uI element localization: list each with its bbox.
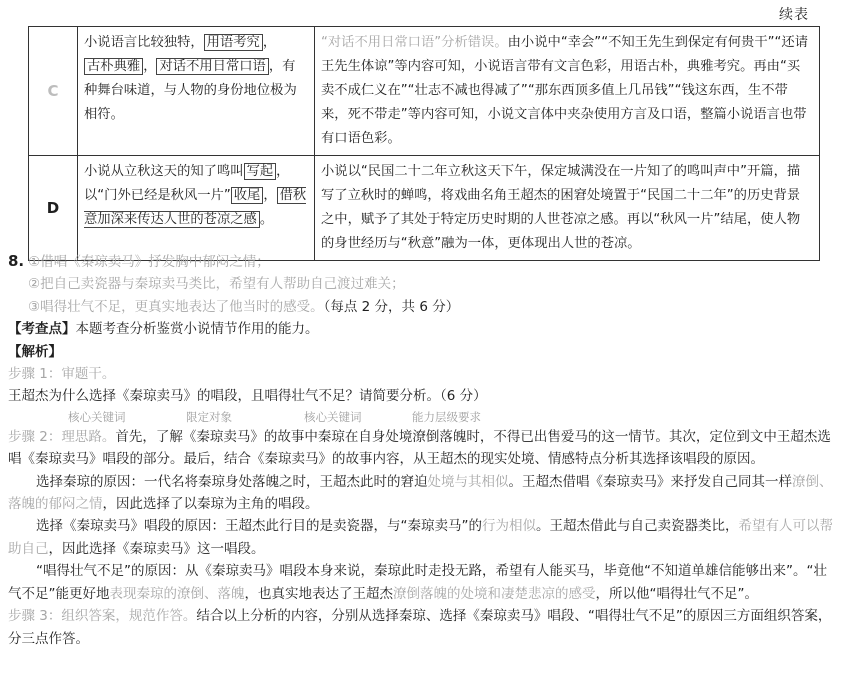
boxed-keyword: 借秋意加深来传达人世的苍凉之感 bbox=[84, 188, 307, 227]
exam-point-label: 【考查点】 bbox=[8, 321, 76, 338]
highlight-text: 希望有人可以帮助自己 bbox=[8, 518, 833, 557]
highlight-text: 潦倒落魄的处境和凄楚悲凉的感受 bbox=[393, 585, 596, 602]
keyword-annotation: 限定对象 bbox=[186, 409, 232, 424]
statement-text: 。 bbox=[259, 212, 274, 227]
option-statement bbox=[78, 27, 315, 156]
step-1-label: 步骤 1：审题干。 bbox=[8, 366, 116, 383]
keyword-annotations bbox=[8, 408, 838, 426]
boxed-keyword: 古朴典雅 bbox=[84, 58, 143, 75]
score-note: （每点 2 分，共 6 分） bbox=[323, 298, 460, 315]
reason-2 bbox=[8, 515, 838, 560]
table-row-d bbox=[29, 156, 820, 261]
reason-1 bbox=[8, 471, 838, 516]
question-stem: 王超杰为什么选择《秦琼卖马》的唱段，且唱得壮气不足？请简要分析。（6 分） bbox=[8, 388, 487, 405]
answer-point-2: ②把自己卖瓷器与秦琼卖马类比，希望有人帮助自己渡过难关； bbox=[28, 276, 405, 293]
answer-point-1: ①借唱《秦琼卖马》抒发胸中郁闷之情； bbox=[28, 254, 270, 270]
paragraph-text: 。王超杰借此与自己卖瓷器类比， bbox=[536, 518, 739, 535]
option-statement bbox=[78, 156, 315, 261]
statement-text: ， bbox=[262, 35, 277, 50]
boxed-keyword: 用语考究 bbox=[204, 34, 263, 51]
statement-text: ，以“门外已经是秋风一片” bbox=[84, 164, 290, 203]
step-3-text: 结合以上分析的内容，分别从选择秦琼、选择《秦琼卖马》唱段、“唱得壮气不足”的原因三方面组织答案，分三点作答。 bbox=[8, 608, 832, 647]
keyword-annotation: 核心关键词 bbox=[68, 409, 126, 424]
highlight-text: 潦倒、落魄的郁闷之情 bbox=[8, 473, 833, 513]
paragraph-text: 选择秦琼的原因：一代名将秦琼身处落魄之时，王超杰此时的窘迫 bbox=[36, 473, 428, 490]
option-explanation: 小说以“民国二十二年立秋这天下午，保定城满没在一片知了的鸣叫声中”开篇，描写了立秋时的蝉鸣，将戏曲名角王超杰的困窘处境置于“民国二十二年”的历史背景之中，赋予了其处于特定历史时期的人世苍凉之感。再以“秋风一片”结尾，使人物的身世经历与“秋意”融为一体，更体现出人世的苍凉。 bbox=[315, 156, 820, 261]
boxed-keyword: 对话不用日常口语 bbox=[156, 58, 268, 75]
paragraph-text: ，因此选择了以秦琼为主角的唱段。 bbox=[102, 496, 319, 513]
keyword-annotation: 能力层级要求 bbox=[412, 409, 481, 424]
error-note: “对话不用日常口语”分析错误。 bbox=[321, 35, 508, 50]
question-number: 8. bbox=[8, 252, 25, 270]
statement-text: ， bbox=[143, 59, 157, 74]
highlight-text: 处境与其相似 bbox=[427, 473, 509, 490]
option-table bbox=[28, 26, 820, 261]
step-2-label: 步骤 2：理思路。 bbox=[8, 428, 116, 445]
paragraph-text: ，也真实地表达了王超杰 bbox=[244, 585, 393, 602]
paragraph-text: ，因此选择《秦琼卖马》这一唱段。 bbox=[48, 540, 265, 557]
statement-text: ， bbox=[263, 188, 277, 203]
question-8-answer bbox=[8, 250, 838, 650]
statement-text: ，有种舞台味道，与人物的身份地位极为相符。 bbox=[84, 59, 297, 122]
step-2-text: 首先，了解《秦琼卖马》的故事中秦琼在自身处境潦倒落魄时，不得已出售爱马的这一情节。其次，定位到文中王超杰选唱《秦琼卖马》唱段的部分。最后，结合《秦琼卖马》的故事内容，从王超杰的现实处境、情感特点分析其选择该唱段的原因。 bbox=[8, 428, 831, 468]
option-explanation bbox=[315, 27, 820, 156]
table-row-c bbox=[29, 27, 820, 156]
reason-3 bbox=[8, 560, 838, 605]
paragraph-text: 。王超杰借唱《秦琼卖马》来抒发自己同其一样 bbox=[508, 473, 792, 490]
continued-label: 续表 bbox=[779, 7, 809, 23]
keyword-annotation: 核心关键词 bbox=[304, 409, 362, 424]
statement-text: 小说语言比较独特， bbox=[84, 35, 204, 50]
boxed-keyword: 写起 bbox=[244, 163, 277, 180]
paragraph-text: ，所以他“唱得壮气不足”。 bbox=[595, 585, 758, 602]
highlight-text: 行为相似 bbox=[482, 518, 536, 535]
exam-point-text: 本题考查分析鉴赏小说情节作用的能力。 bbox=[75, 321, 319, 338]
statement-text: 小说从立秋这天的知了鸣叫 bbox=[84, 164, 244, 179]
paragraph-text: “唱得壮气不足”的原因：从《秦琼卖马》唱段本身来说，秦琼此时走投无路，希望有人能买马，毕竟他“不知道单雄信能够出来”。“壮气不足”能更好地 bbox=[8, 563, 827, 602]
analysis-heading: 【解析】 bbox=[8, 343, 62, 360]
option-label: D bbox=[29, 156, 78, 261]
answer-point-3: ③唱得壮气不足，更真实地表达了他当时的感受。 bbox=[28, 298, 324, 315]
boxed-keyword: 收尾 bbox=[231, 187, 264, 204]
highlight-text: 表现秦琼的潦倒、落魄 bbox=[109, 585, 245, 602]
step-3-label: 步骤 3：组织答案，规范作答。 bbox=[8, 608, 197, 625]
paragraph-text: 选择《秦琼卖马》唱段的原因：王超杰此行目的是卖瓷器，与“秦琼卖马”的 bbox=[36, 518, 482, 535]
explanation-text: 由小说中“幸会”“不知王先生到保定有何贵干”“还请王先生体谅”等内容可知，小说语言带有文言色彩，用语古朴，典雅考究。再由“买卖不成仁义在”“壮志不减也得减了”“那东西顶多值上几吊钱”“钱这东西，生不带来，死不带走”等内容可知，小说文言体中夹杂使用方言及口语，整篇小说语言也带有口语色彩。 bbox=[321, 35, 809, 146]
option-label: C bbox=[29, 27, 78, 156]
